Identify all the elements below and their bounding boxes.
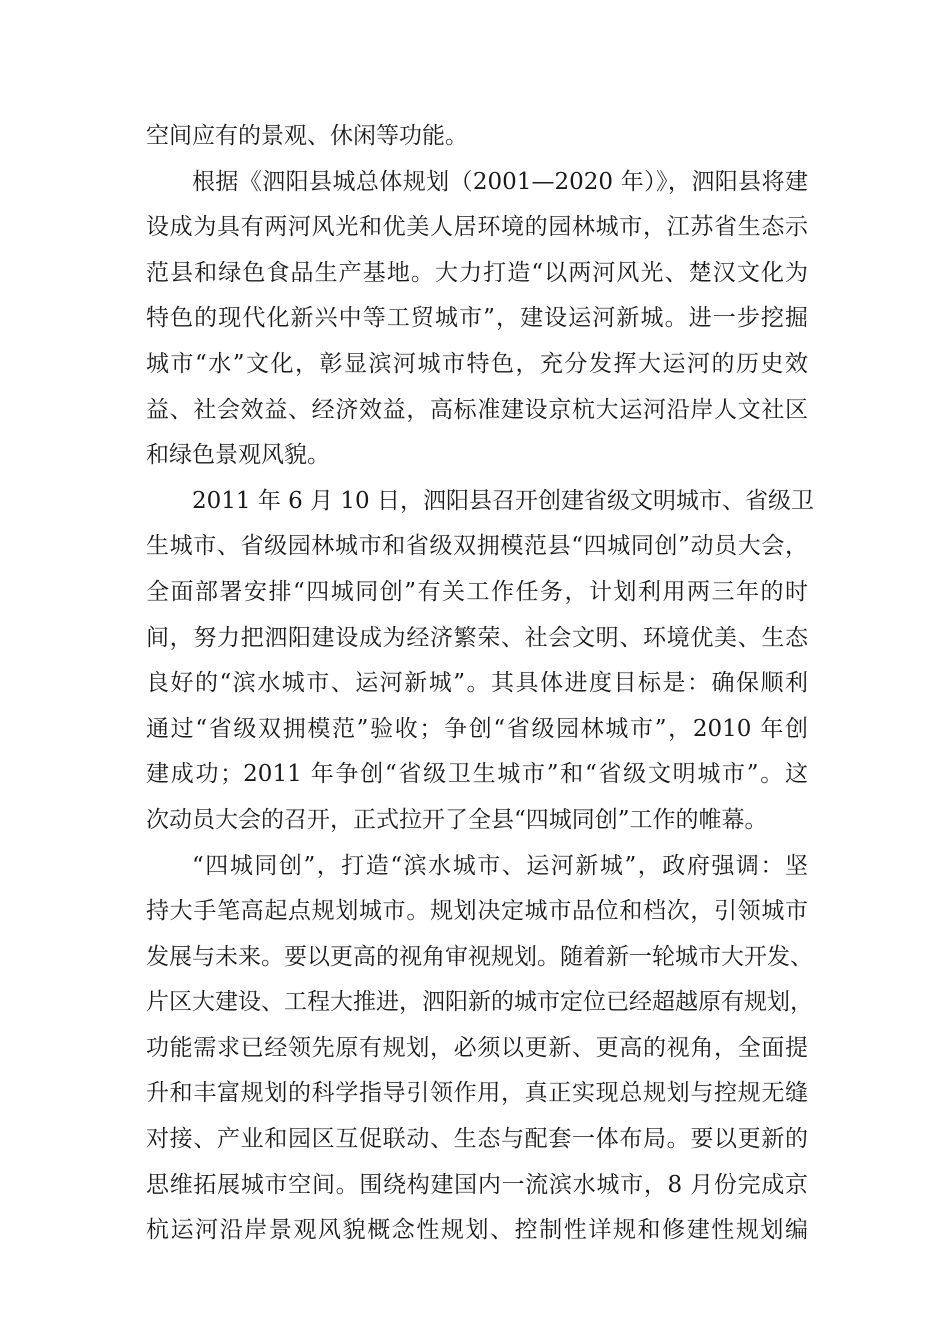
text-line: 间，努力把泗阳建设成为经济繁荣、社会文明、环境优美、生态 [146, 624, 808, 651]
text-line: 对接、产业和园区互促联动、生态与配套一体布局。要以更新的 [146, 1126, 808, 1153]
text-line: 功能需求已经领先原有规划，必须以更新、更高的视角，全面提 [146, 1034, 808, 1061]
paragraph-start-line: “四城同创”，打造“滨水城市、运河新城”，政府强调：坚 [192, 852, 808, 879]
text-line: 发展与未来。要以更高的视角审视规划。随着新一轮城市大开发、 [146, 943, 813, 970]
text-line: 和绿色景观风貌。 [146, 442, 330, 469]
text-line: 设成为具有两河风光和优美人居环境的园林城市，江苏省生态示 [146, 214, 808, 241]
text-line: 城市“水”文化，彰显滨河城市特色，充分发挥大运河的历史效 [146, 350, 808, 377]
text-line: 生城市、省级园林城市和省级双拥模范县“四城同创”动员大会， [146, 533, 808, 560]
text-line: 杭运河沿岸景观风貌概念性规划、控制性详规和修建性规划编 [146, 1217, 808, 1244]
text-line: 片区大建设、工程大推进，泗阳新的城市定位已经超越原有规划， [146, 989, 813, 1016]
text-line: 思维拓展城市空间。围绕构建国内一流滨水城市，8 月份完成京 [146, 1171, 808, 1198]
text-line: 建成功；2011 年争创“省级卫生城市”和“省级文明城市”。这 [146, 761, 808, 788]
paragraph-start-line: 2011 年 6 月 10 日，泗阳县召开创建省级文明城市、省级卫 [192, 487, 814, 514]
text-line: 通过“省级双拥模范”验收；争创“省级园林城市”，2010 年创 [146, 715, 808, 742]
text-line: 范县和绿色食品生产基地。大力打造“以两河风光、楚汉文化为 [146, 259, 808, 286]
text-line: 全面部署安排“四城同创”有关工作任务，计划利用两三年的时 [146, 578, 808, 605]
paragraph-start-line: 根据《泗阳县城总体规划（2001—2020 年）》，泗阳县将建 [192, 168, 808, 195]
text-line: 空间应有的景观、休闲等功能。 [146, 123, 468, 149]
text-line: 良好的“滨水城市、运河新城”。其具体进度目标是：确保顺利 [146, 670, 808, 697]
text-line: 益、社会效益、经济效益，高标准建设京杭大运河沿岸人文社区 [146, 396, 808, 423]
body-text [146, 114, 814, 1254]
text-line: 特色的现代化新兴中等工贸城市”，建设运河新城。进一步挖掘 [146, 305, 808, 332]
text-line: 持大手笔高起点规划城市。规划决定城市品位和档次，引领城市 [146, 898, 808, 925]
text-line: 次动员大会的召开，正式拉开了全县“四城同创”工作的帷幕。 [146, 806, 768, 833]
text-line: 升和丰富规划的科学指导引领作用，真正实现总规划与控规无缝 [146, 1080, 808, 1107]
